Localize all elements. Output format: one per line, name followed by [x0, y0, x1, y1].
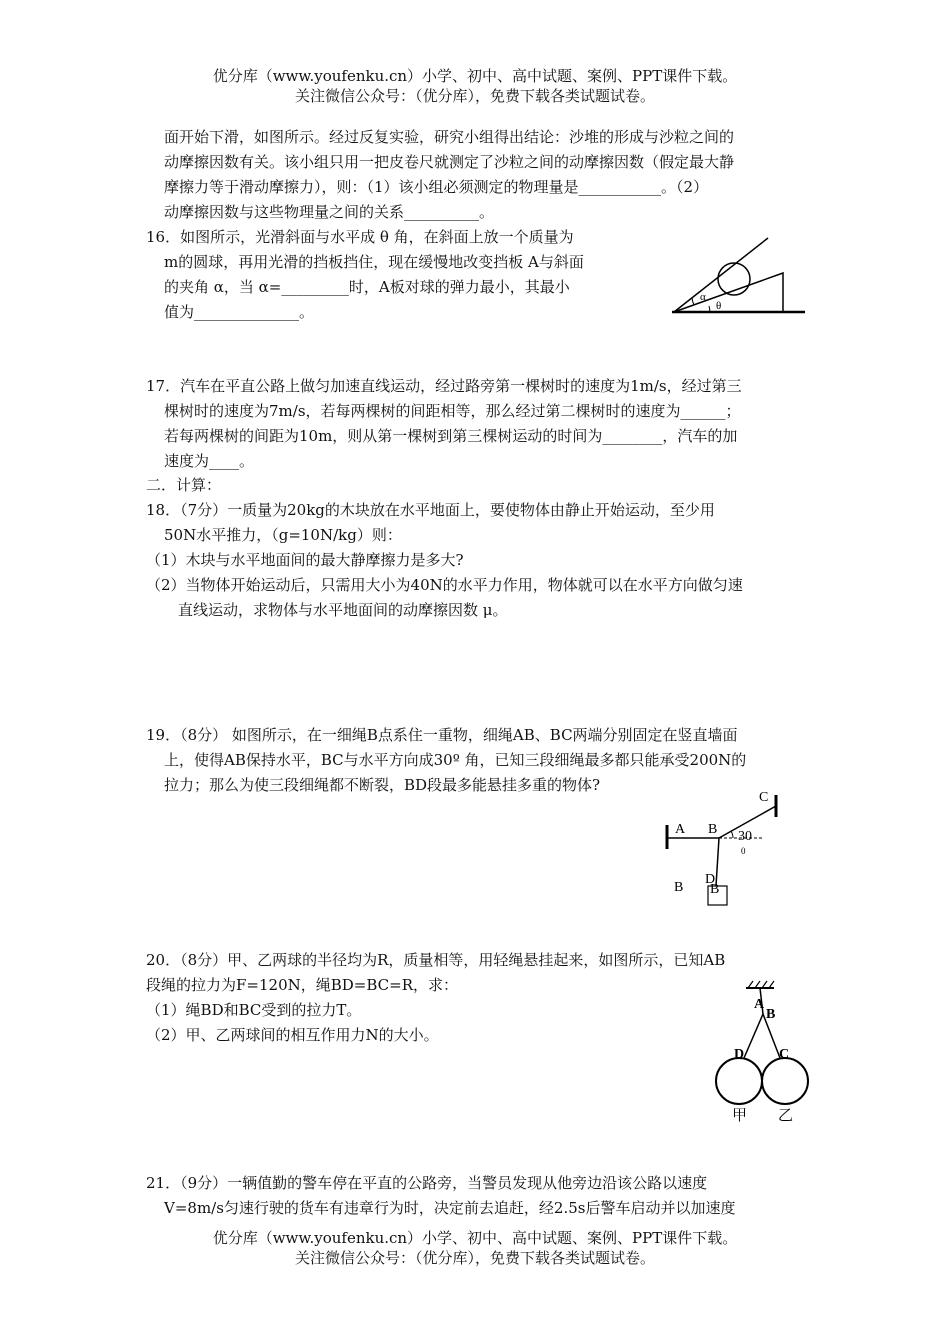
label-d: D [734, 1047, 745, 1062]
label-a: A [754, 997, 765, 1012]
label-c: C [779, 1047, 790, 1062]
q15-line-1: 面开始下滑，如图所示。经过反复实验，研究小组得出结论：沙堆的形成与沙粒之间的 [164, 128, 735, 146]
q17-line-4: 速度为____。 [164, 452, 255, 470]
q16-line-3: 的夹角 α，当 α=_________时，A板对球的弹力最小，其最小 [164, 278, 570, 296]
q19-rope-figure [650, 783, 800, 908]
q21-line-1: 21．（9分）一辆值勤的警车停在平直的公路旁，当警员发现从他旁边沿该公路以速度 [146, 1174, 708, 1192]
ceiling-hatch-1 [748, 981, 753, 988]
q18-line-2: 50N水平推力，（g=10N/kg）则： [164, 526, 402, 544]
label-b-side: B [674, 880, 684, 895]
q19-line-2: 上，使得AB保持水平，BC与水平方向成30º 角，已知三段细绳最多都只能承受200N的 [164, 751, 747, 769]
q15-line-4: 动摩擦因数与这些物理量之间的关系__________。 [164, 203, 495, 221]
q20-part-2: （2）甲、乙两球间的相互作用力N的大小。 [146, 1026, 439, 1044]
rope-bd [744, 1014, 763, 1058]
degree-label: 0 [741, 846, 746, 856]
q15-line-2: 动摩擦因数有关。该小组只用一把皮卷尺就测定了沙粒之间的动摩擦因数（假定最大静 [164, 153, 735, 171]
label-a: A [675, 822, 686, 837]
label-b: B [708, 822, 718, 837]
label-c: C [759, 790, 769, 805]
q15-line-3: 摩擦力等于滑动摩擦力），则：（1）该小组必须测定的物理量是___________。（2） [164, 178, 709, 196]
q18-part-2-cont: 直线运动，求物体与水平地面间的动摩擦因数 μ。 [178, 601, 508, 619]
label-b-weight: B [710, 882, 720, 897]
footer-line-2: 关注微信公众号：（优分库），免费下载各类试题试卷。 [294, 1249, 655, 1267]
section-heading: 二．计算： [146, 476, 222, 494]
q21-line-2: V=8m/s匀速行驶的货车有违章行为时，决定前去追赶，经2.5s后警车启动并以加速度 [164, 1199, 736, 1217]
ball-yi [762, 1058, 808, 1104]
q18-line-1: 18．（7分）一质量为20kg的木块放在水平地面上，要使物体由静止开始运动，至少用 [146, 501, 715, 519]
ceiling-hatch-2 [755, 981, 760, 988]
q17-line-3: 若每两棵树的间距为10m，则从第一棵树到第三棵树运动的时间为________，汽车的加 [164, 427, 738, 445]
angle-arc [731, 831, 733, 838]
q17-line-1: 17．汽车在平直公路上做匀加速直线运动，经过路旁第一棵树时的速度为1m/s，经过第三 [146, 377, 742, 395]
alpha-arc [692, 298, 694, 305]
ceiling-hatch-4 [769, 981, 774, 988]
q16-line-2: m的圆球，再用光滑的挡板挡住，现在缓慢地改变挡板 A与斜面 [164, 253, 584, 271]
q16-line-4: 值为______________。 [164, 303, 315, 321]
q18-part-1: （1）木块与水平地面间的最大静摩擦力是多大? [146, 551, 464, 569]
header-line-2: 关注微信公众号：（优分库），免费下载各类试题试卷。 [294, 87, 655, 105]
q20-line-1: 20．（8分）甲、乙两球的半径均为R，质量相等，用轻绳悬挂起来，如图所示，已知AB [146, 951, 726, 969]
label-d: D [705, 872, 716, 887]
label-jia: 甲 [732, 1108, 748, 1124]
footer-line-1: 优分库（www.youfenku.cn）小学、初中、高中试题、案例、PPT课件下载。 [212, 1229, 738, 1247]
q18-part-2: （2）当物体开始运动后，只需用大小为40N的水平力作用，物体就可以在水平方向做匀速 [146, 576, 743, 594]
angle-label: 30 [738, 829, 752, 844]
q16-line-1: 16．如图所示，光滑斜面与水平成 θ 角，在斜面上放一个质量为 [146, 228, 574, 246]
label-b: B [766, 1007, 776, 1022]
q20-two-balls-figure [708, 978, 818, 1128]
q20-part-1: （1）绳BD和BC受到的拉力T。 [146, 1001, 362, 1019]
incline-wedge [674, 273, 783, 312]
ceiling-hatch-3 [762, 981, 767, 988]
q16-incline-figure [660, 226, 810, 322]
alpha-label: α [700, 291, 706, 303]
rope-bd [716, 838, 719, 886]
ball-jia [716, 1058, 762, 1104]
q20-line-2: 段绳的拉力为F=120N，绳BD=BC=R，求： [146, 976, 458, 994]
q19-line-3: 拉力；那么为使三段细绳都不断裂，BD段最多能悬挂多重的物体? [164, 776, 601, 794]
header-line-1: 优分库（www.youfenku.cn）小学、初中、高中试题、案例、PPT课件下载。 [212, 67, 738, 85]
theta-label: θ [716, 300, 722, 312]
label-yi: 乙 [778, 1108, 794, 1124]
q19-line-1: 19．（8分） 如图所示，在一细绳B点系住一重物，细绳AB、BC两端分别固定在竖直墙面 [146, 726, 738, 744]
q17-line-2: 棵树时的速度为7m/s，若每两棵树的间距相等，那么经过第二棵树时的速度为______； [164, 402, 741, 420]
